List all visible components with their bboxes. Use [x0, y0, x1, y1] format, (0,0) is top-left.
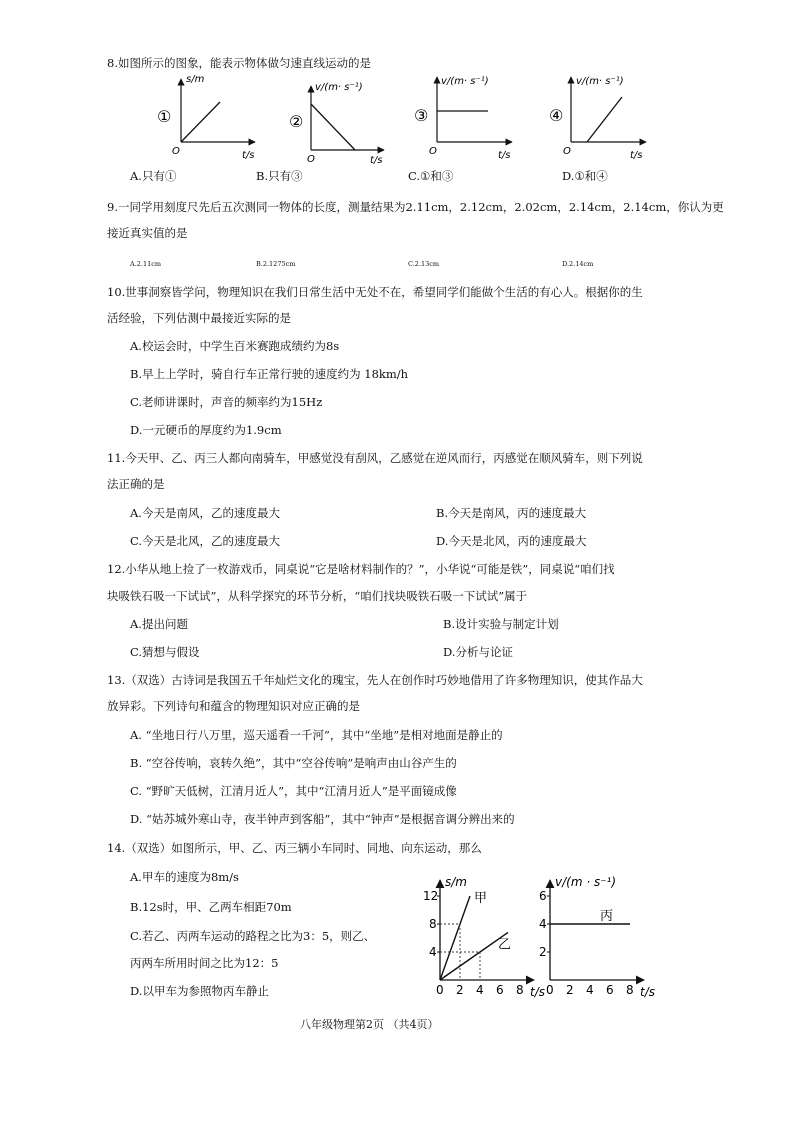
q11-stem-line1: 11.今天甲、乙、丙三人都向南骑车，甲感觉没有刮风，乙感觉在逆风而行，丙感觉在顺风骑车，则下列说 [107, 451, 643, 465]
st-chart-y-tick-label: 8 [429, 917, 437, 931]
vt-chart-y-tick-label: 6 [539, 889, 547, 903]
q14-option-c-line2: 丙两车所用时间之比为12：5 [130, 956, 279, 970]
vt-chart-y-tick-label: 4 [539, 917, 547, 931]
q10-option-b[interactable]: B.早上上学时，骑自行车正常行驶的速度约为 18km/h [130, 367, 409, 381]
vt-series-label: 丙 [600, 909, 614, 924]
vt-chart-x-tick-label: 4 [586, 983, 594, 997]
q11-stem-line2: 法正确的是 [107, 477, 165, 491]
q8-option-c[interactable]: C.①和③ [408, 169, 454, 183]
vt-chart-x-tick-label: 8 [626, 983, 634, 997]
q14-option-d[interactable]: D.以甲车为参照物丙车静止 [130, 984, 269, 998]
st-series-jia-line [440, 896, 470, 980]
st-chart-x-tick-label: 0 [436, 983, 444, 997]
q8-graphs [0, 72, 793, 182]
vt-chart-ylabel: v/(m · s⁻¹) [555, 875, 617, 889]
graph-4-number: ④ [549, 106, 564, 125]
graph-3-ylabel: v/(m· s⁻¹) [441, 76, 489, 87]
st-chart-x-tick-label: 6 [496, 983, 504, 997]
graph-4-ylabel: v/(m· s⁻¹) [576, 76, 624, 87]
st-series-label: 甲 [474, 891, 488, 906]
graph-1-line [181, 102, 220, 142]
st-chart-xlabel: t/s [530, 985, 545, 999]
st-chart-x-tick-label: 2 [456, 983, 464, 997]
graph-1-xlabel: t/s [242, 150, 255, 161]
graph-1-number: ① [157, 107, 172, 126]
vt-chart-x-tick-label: 6 [606, 983, 614, 997]
q14-option-a[interactable]: A.甲车的速度为8m/s [130, 870, 239, 884]
graph-4 [549, 76, 646, 161]
q8-stem: 8.如图所示的图象，能表示物体做匀速直线运动的是 [107, 56, 371, 70]
q10-option-d[interactable]: D.一元硬币的厚度约为1.9cm [130, 423, 282, 437]
q12-option-a[interactable]: A.提出问题 [130, 617, 188, 631]
graph-2-ylabel: v/(m· s⁻¹) [315, 82, 363, 93]
q12-option-b[interactable]: B.设计实验与制定计划 [443, 617, 559, 631]
q12-option-d[interactable]: D.分析与论证 [443, 645, 513, 659]
q9-option-b[interactable]: B.2.1275cm [256, 260, 296, 268]
st-chart-x-tick-label: 8 [516, 983, 524, 997]
q8-option-b[interactable]: B.只有③ [256, 169, 303, 183]
st-chart-x-tick-label: 4 [476, 983, 484, 997]
graph-1 [157, 74, 255, 161]
q13-option-a[interactable]: A. “坐地日行八万里，巡天遥看一千河”，其中“坐地”是相对地面是静止的 [130, 728, 503, 742]
q14-option-c-line1[interactable]: C.若乙、丙两车运动的路程之比为3：5，则乙、 [130, 929, 376, 943]
q10-option-a[interactable]: A.校运会时，中学生百米赛跑成绩约为8s [130, 339, 340, 353]
vt-chart-x-tick-label: 2 [566, 983, 574, 997]
q10-stem-line1: 10.世事洞察皆学问，物理知识在我们日常生活中无处不在，希望同学们能做个生活的有心人。根据你的生 [107, 285, 643, 299]
q14-stem: 14.（双选）如图所示，甲、乙、丙三辆小车同时、同地、向东运动，那么 [107, 841, 482, 855]
q11-option-c[interactable]: C.今天是北风，乙的速度最大 [130, 534, 281, 548]
st-series-label: 乙 [498, 937, 512, 953]
q11-option-b[interactable]: B.今天是南风，丙的速度最大 [436, 506, 587, 520]
q14-option-b[interactable]: B.12s时，甲、乙两车相距70m [130, 900, 292, 914]
graph-1-ylabel: s/m [186, 74, 205, 85]
q9-option-a[interactable]: A.2.11cm [130, 260, 162, 268]
st-chart-ylabel: s/m [445, 875, 467, 889]
q9-option-c[interactable]: C.2.13cm [408, 260, 440, 268]
graph-2 [289, 82, 384, 166]
st-chart-y-tick-label: 4 [429, 945, 437, 959]
q13-stem-line1: 13.（双选）古诗词是我国五千年灿烂文化的瑰宝，先人在创作时巧妙地借用了许多物理知识，使其作品大 [107, 673, 643, 687]
q12-stem-line2: 块吸铁石吸一下试试”，从科学探究的环节分析，“咱们找块吸铁石吸一下试试”属于 [107, 589, 528, 603]
graph-2-line [311, 104, 355, 150]
q12-option-c[interactable]: C.猜想与假设 [130, 645, 200, 659]
q11-option-a[interactable]: A.今天是南风，乙的速度最大 [130, 506, 280, 520]
graph-2-origin: O [307, 154, 315, 165]
q9-option-d[interactable]: D.2.14cm [562, 260, 594, 268]
q9-stem-line1: 9.一同学用刻度尺先后五次测同一物体的长度，测量结果为2.11cm，2.12cm，2.02cm，2.14cm，2.14cm，你认为更 [107, 200, 724, 214]
q10-stem-line2: 活经验，下列估测中最接近实际的是 [107, 311, 291, 325]
q13-option-c[interactable]: C. “野旷天低树，江清月近人”，其中“江清月近人”是平面镜成像 [130, 784, 457, 798]
q10-option-c[interactable]: C.老师讲课时，声音的频率约为15Hz [130, 395, 323, 409]
q13-stem-line2: 放异彩。下列诗句和蕴含的物理知识对应正确的是 [107, 699, 360, 713]
q9-stem-line2: 接近真实值的是 [107, 226, 188, 240]
vt-chart-y-tick-label: 2 [539, 945, 547, 959]
graph-3-xlabel: t/s [498, 150, 511, 161]
q11-option-d[interactable]: D.今天是北风，丙的速度最大 [436, 534, 587, 548]
graph-4-xlabel: t/s [630, 150, 643, 161]
q8-option-a[interactable]: A.只有① [130, 169, 177, 183]
graph-3 [414, 76, 512, 161]
q8-option-d[interactable]: D.①和④ [562, 169, 608, 183]
q14-chart-vt [520, 875, 655, 999]
st-chart-y-tick-label: 12 [423, 889, 439, 903]
page-footer: 八年级物理第2页 （共4页） [300, 1018, 439, 1031]
graph-4-origin: O [563, 146, 571, 157]
q12-stem-line1: 12.小华从地上捡了一枚游戏币，同桌说“它是啥材料制作的？”，小华说“可能是铁”，同桌说“咱们找 [107, 562, 615, 576]
graph-2-number: ② [289, 112, 304, 131]
vt-chart-xlabel: t/s [640, 985, 655, 999]
q13-option-d[interactable]: D. “姑苏城外寒山寺，夜半钟声到客船”，其中“钟声”是根据音调分辨出来的 [130, 812, 515, 826]
graph-3-number: ③ [414, 106, 429, 125]
graph-1-origin: O [172, 146, 180, 157]
vt-chart-x-tick-label: 0 [546, 983, 554, 997]
graph-3-origin: O [429, 146, 437, 157]
q13-option-b[interactable]: B. “空谷传响，哀转久绝”，其中“空谷传响”是响声由山谷产生的 [130, 756, 457, 770]
graph-2-xlabel: t/s [370, 155, 383, 166]
graph-4-line [587, 97, 622, 142]
